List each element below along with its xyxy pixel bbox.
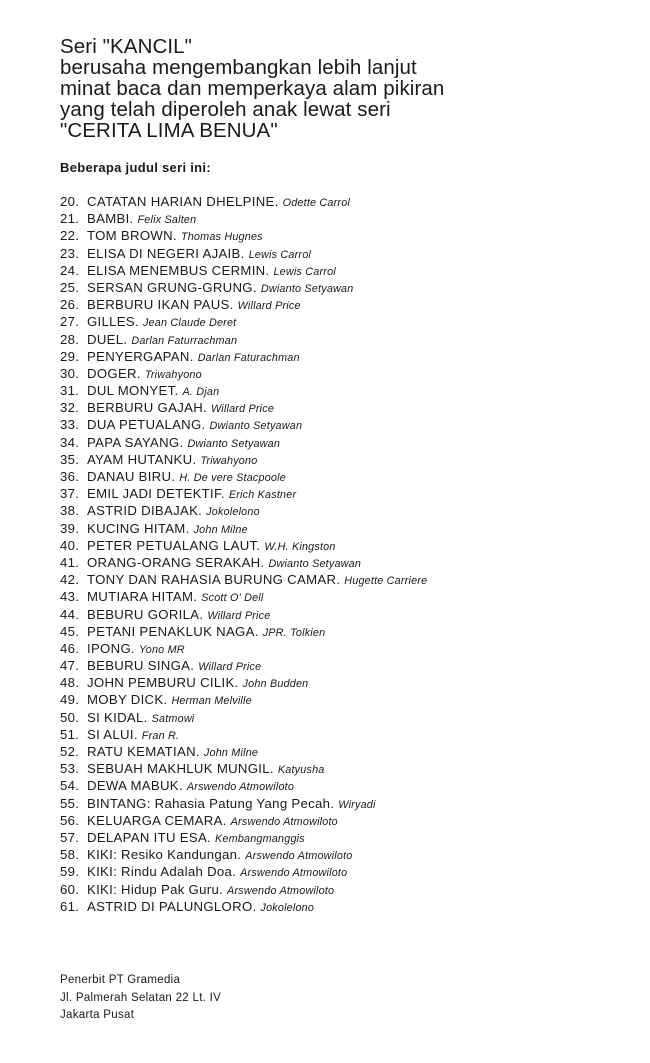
book-list-item	[60, 760, 620, 777]
book-number: 46.	[60, 640, 80, 656]
book-list-item	[60, 434, 620, 451]
book-list-item	[60, 606, 620, 623]
series-list-heading: Beberapa judul seri ini:	[60, 160, 211, 175]
book-author: H. De vere Stacpoole	[179, 472, 286, 484]
book-author: Thomas Hugnes	[180, 231, 263, 244]
book-number: 28.	[60, 331, 80, 347]
book-author: A. Djan	[182, 386, 220, 399]
book-title: KUCING HITAM.	[87, 520, 190, 536]
book-title: KELUARGA CEMARA.	[87, 812, 227, 828]
book-number: 61.	[60, 898, 80, 914]
book-number: 54.	[60, 778, 80, 794]
book-list-item	[60, 382, 620, 399]
book-number: 45.	[60, 623, 80, 639]
book-number: 50.	[60, 709, 80, 725]
book-title: ELISA DI NEGERI AJAIB.	[87, 245, 245, 261]
book-list-item	[60, 451, 620, 468]
book-list-item	[60, 571, 620, 588]
book-title: DOGER.	[87, 365, 141, 381]
book-list-item	[60, 502, 620, 519]
book-list-item	[60, 795, 620, 812]
book-title: ASTRID DI PALUNGLORO.	[87, 898, 257, 914]
book-title: EMIL JADI DETEKTIF.	[87, 486, 225, 502]
book-author: Dwianto Setyawan	[209, 420, 303, 433]
book-number: 51.	[60, 726, 80, 742]
book-number: 33.	[60, 417, 80, 433]
book-number: 38.	[60, 503, 80, 519]
book-number: 24.	[60, 262, 80, 278]
book-author: Willard Price	[198, 661, 262, 674]
book-title: SEBUAH MAKHLUK MUNGIL.	[87, 761, 274, 777]
book-number: 25.	[60, 279, 80, 295]
book-list-item	[60, 468, 620, 485]
book-list-item	[60, 227, 620, 244]
book-number: 27.	[60, 314, 80, 330]
book-author: Wiryadi	[338, 798, 376, 811]
book-author: Lewis Carrol	[248, 248, 311, 261]
book-title: BERBURU IKAN PAUS.	[87, 297, 234, 313]
book-title: TONY DAN RAHASIA BURUNG CAMAR.	[87, 572, 341, 588]
book-title: DUL MONYET.	[87, 383, 179, 399]
book-author: Jokolelono	[260, 901, 315, 914]
book-list-item	[60, 537, 620, 554]
book-list-item	[60, 520, 620, 537]
book-author: Arswendo Atmowiloto	[245, 850, 353, 863]
book-title: PAPA SAYANG.	[87, 434, 184, 450]
book-number: 43.	[60, 589, 80, 605]
book-list-item	[60, 623, 620, 640]
book-title: SERSAN GRUNG-GRUNG.	[87, 279, 257, 295]
book-title: ASTRID DIBAJAK.	[87, 503, 203, 519]
book-author: Scott O' Dell	[201, 592, 264, 605]
book-author: Herman Melville	[171, 695, 252, 708]
book-title: PENYERGAPAN.	[87, 348, 194, 364]
book-title: KIKI: Resiko Kandungan.	[87, 847, 242, 863]
book-list-item	[60, 881, 620, 898]
book-author: Odette Carrol	[282, 197, 351, 209]
book-number: 35.	[60, 451, 80, 467]
book-title: PETANI PENAKLUK NAGA.	[87, 623, 259, 639]
book-number: 59.	[60, 864, 80, 880]
book-number: 49.	[60, 692, 80, 708]
book-author: Felix Salten	[137, 214, 197, 227]
book-list-item	[60, 674, 620, 691]
book-number: 47.	[60, 658, 80, 674]
book-author: Katyusha	[277, 764, 325, 777]
book-title: KIKI: Rindu Adalah Doa.	[87, 864, 237, 880]
book-author: Darlan Faturachman	[197, 351, 300, 364]
book-number: 41.	[60, 554, 80, 570]
series-intro	[60, 36, 620, 141]
book-number: 26.	[60, 297, 80, 313]
book-title: DELAPAN ITU ESA.	[87, 829, 212, 845]
book-number: 34.	[60, 434, 80, 450]
book-author: Dwianto Setyawan	[260, 282, 354, 295]
book-author: Jokolelono	[206, 506, 260, 519]
publisher-info	[60, 972, 221, 1025]
book-list-item	[60, 348, 620, 365]
publisher-line: Jakarta Pusat	[60, 1009, 135, 1021]
book-author: Willard Price	[237, 300, 301, 313]
book-title: DANAU BIRU.	[87, 469, 176, 484]
book-list-item	[60, 313, 620, 330]
book-list-item	[60, 296, 620, 313]
book-number: 58.	[60, 847, 80, 863]
book-author: Fran R.	[141, 729, 180, 742]
book-author: Willard Price	[207, 609, 271, 622]
book-title: CATATAN HARIAN DHELPINE.	[87, 194, 279, 209]
book-title: DUA PETUALANG.	[87, 417, 206, 433]
book-list-item	[60, 554, 620, 571]
book-list-item	[60, 743, 620, 760]
book-number: 60.	[60, 881, 80, 897]
book-number: 37.	[60, 486, 80, 502]
book-list-item	[60, 365, 620, 382]
book-title: AYAM HUTANKU.	[87, 451, 197, 467]
book-author: Arswendo Atmowiloto	[186, 781, 295, 794]
book-number: 23.	[60, 245, 80, 261]
book-number: 56.	[60, 812, 80, 828]
book-title: GILLES.	[87, 314, 139, 330]
book-title: BERBURU GAJAH.	[87, 400, 207, 416]
book-title: SI KIDAL.	[87, 709, 148, 725]
book-number: 36.	[60, 469, 80, 484]
intro-line: "CERITA LIMA BENUA"	[60, 119, 278, 142]
book-list-item	[60, 726, 620, 743]
book-author: JPR. Tolkien	[262, 626, 326, 639]
book-list-item	[60, 399, 620, 416]
book-author: Satmowi	[151, 712, 195, 725]
book-number: 39.	[60, 520, 80, 536]
intro-line: berusaha mengembangkan lebih lanjut	[60, 56, 417, 79]
book-author: Arswendo Atmowiloto	[227, 884, 335, 897]
book-author: Darlan Faturrachman	[131, 334, 238, 347]
book-title: KIKI: Hidup Pak Guru.	[87, 881, 224, 897]
book-list-item	[60, 416, 620, 433]
book-list-item	[60, 193, 620, 210]
book-author: Arswendo Atmowiloto	[230, 815, 338, 828]
book-title: RATU KEMATIAN.	[87, 744, 200, 759]
book-title: DEWA MABUK.	[87, 778, 183, 794]
book-author: John Budden	[242, 678, 309, 691]
book-number: 48.	[60, 675, 80, 691]
book-author: Kembangmanggis	[215, 832, 305, 845]
book-author: Lewis Carrol	[273, 265, 336, 278]
book-title: JOHN PEMBURU CILIK.	[87, 675, 239, 691]
book-author: Erich Kastner	[228, 489, 297, 502]
book-title: ORANG-ORANG SERAKAH.	[87, 554, 265, 570]
book-title: MUTIARA HITAM.	[87, 589, 198, 605]
book-title: ELISA MENEMBUS CERMIN.	[87, 262, 270, 278]
book-list-item	[60, 485, 620, 502]
book-list-item	[60, 846, 620, 863]
book-list-item	[60, 691, 620, 708]
book-number: 53.	[60, 761, 80, 777]
book-list-item	[60, 262, 620, 279]
book-number: 52.	[60, 744, 80, 759]
book-author: Triwahyono	[144, 368, 202, 381]
book-title: DUEL.	[87, 331, 128, 347]
book-title-list	[60, 193, 620, 915]
book-list-item	[60, 829, 620, 846]
book-list-item	[60, 210, 620, 227]
book-number: 31.	[60, 383, 80, 399]
book-title: PETER PETUALANG LAUT.	[87, 537, 261, 553]
book-author: Dwianto Setyawan	[268, 557, 362, 570]
intro-line: minat baca dan memperkaya alam pikiran	[60, 77, 445, 100]
book-title: MOBY DICK.	[87, 692, 168, 708]
book-list-item	[60, 245, 620, 262]
book-list-item	[60, 863, 620, 880]
book-list-item	[60, 331, 620, 348]
book-title: IPONG.	[87, 640, 135, 656]
book-title: SI ALUI.	[87, 726, 138, 742]
book-author: John Milne	[193, 523, 248, 536]
book-author: Dwianto Setyawan	[187, 437, 281, 450]
book-list-item	[60, 777, 620, 794]
book-number: 21.	[60, 211, 80, 227]
publisher-line: Penerbit PT Gramedia	[60, 974, 181, 986]
book-author: W.H. Kingston	[264, 540, 336, 553]
book-author: Willard Price	[210, 403, 275, 416]
publisher-line: Jl. Palmerah Selatan 22 Lt. IV	[60, 991, 222, 1004]
book-title: BAMBI.	[87, 211, 134, 227]
book-number: 42.	[60, 572, 80, 588]
book-list-item	[60, 709, 620, 726]
intro-line: yang telah diperoleh anak lewat seri	[60, 98, 391, 121]
book-title: TOM BROWN.	[87, 228, 177, 244]
book-list-item	[60, 657, 620, 674]
book-list-item	[60, 640, 620, 657]
book-list-item	[60, 898, 620, 915]
book-author: Jean Claude Deret	[142, 317, 237, 330]
book-number: 20.	[60, 194, 80, 209]
book-number: 44.	[60, 606, 80, 622]
book-list-item	[60, 812, 620, 829]
book-author: Triwahyono	[200, 454, 258, 467]
book-author: Yono MR	[138, 643, 185, 656]
book-author: Hugette Carriere	[344, 575, 428, 588]
book-title: BEBURU SINGA.	[87, 658, 195, 674]
intro-line: Seri "KANCIL"	[60, 35, 193, 58]
book-title: BINTANG: Rahasia Patung Yang Pecah.	[87, 795, 335, 811]
book-number: 29.	[60, 348, 80, 364]
book-number: 32.	[60, 400, 80, 416]
book-list-item	[60, 588, 620, 605]
book-number: 40.	[60, 537, 80, 553]
book-number: 30.	[60, 365, 80, 381]
book-author: Arswendo Atmowiloto	[240, 867, 348, 880]
book-list-item	[60, 279, 620, 296]
book-number: 57.	[60, 829, 80, 845]
book-number: 55.	[60, 795, 80, 811]
book-author: John Milne	[203, 747, 259, 759]
book-number: 22.	[60, 228, 80, 244]
book-title: BEBURU GORILA.	[87, 606, 204, 622]
